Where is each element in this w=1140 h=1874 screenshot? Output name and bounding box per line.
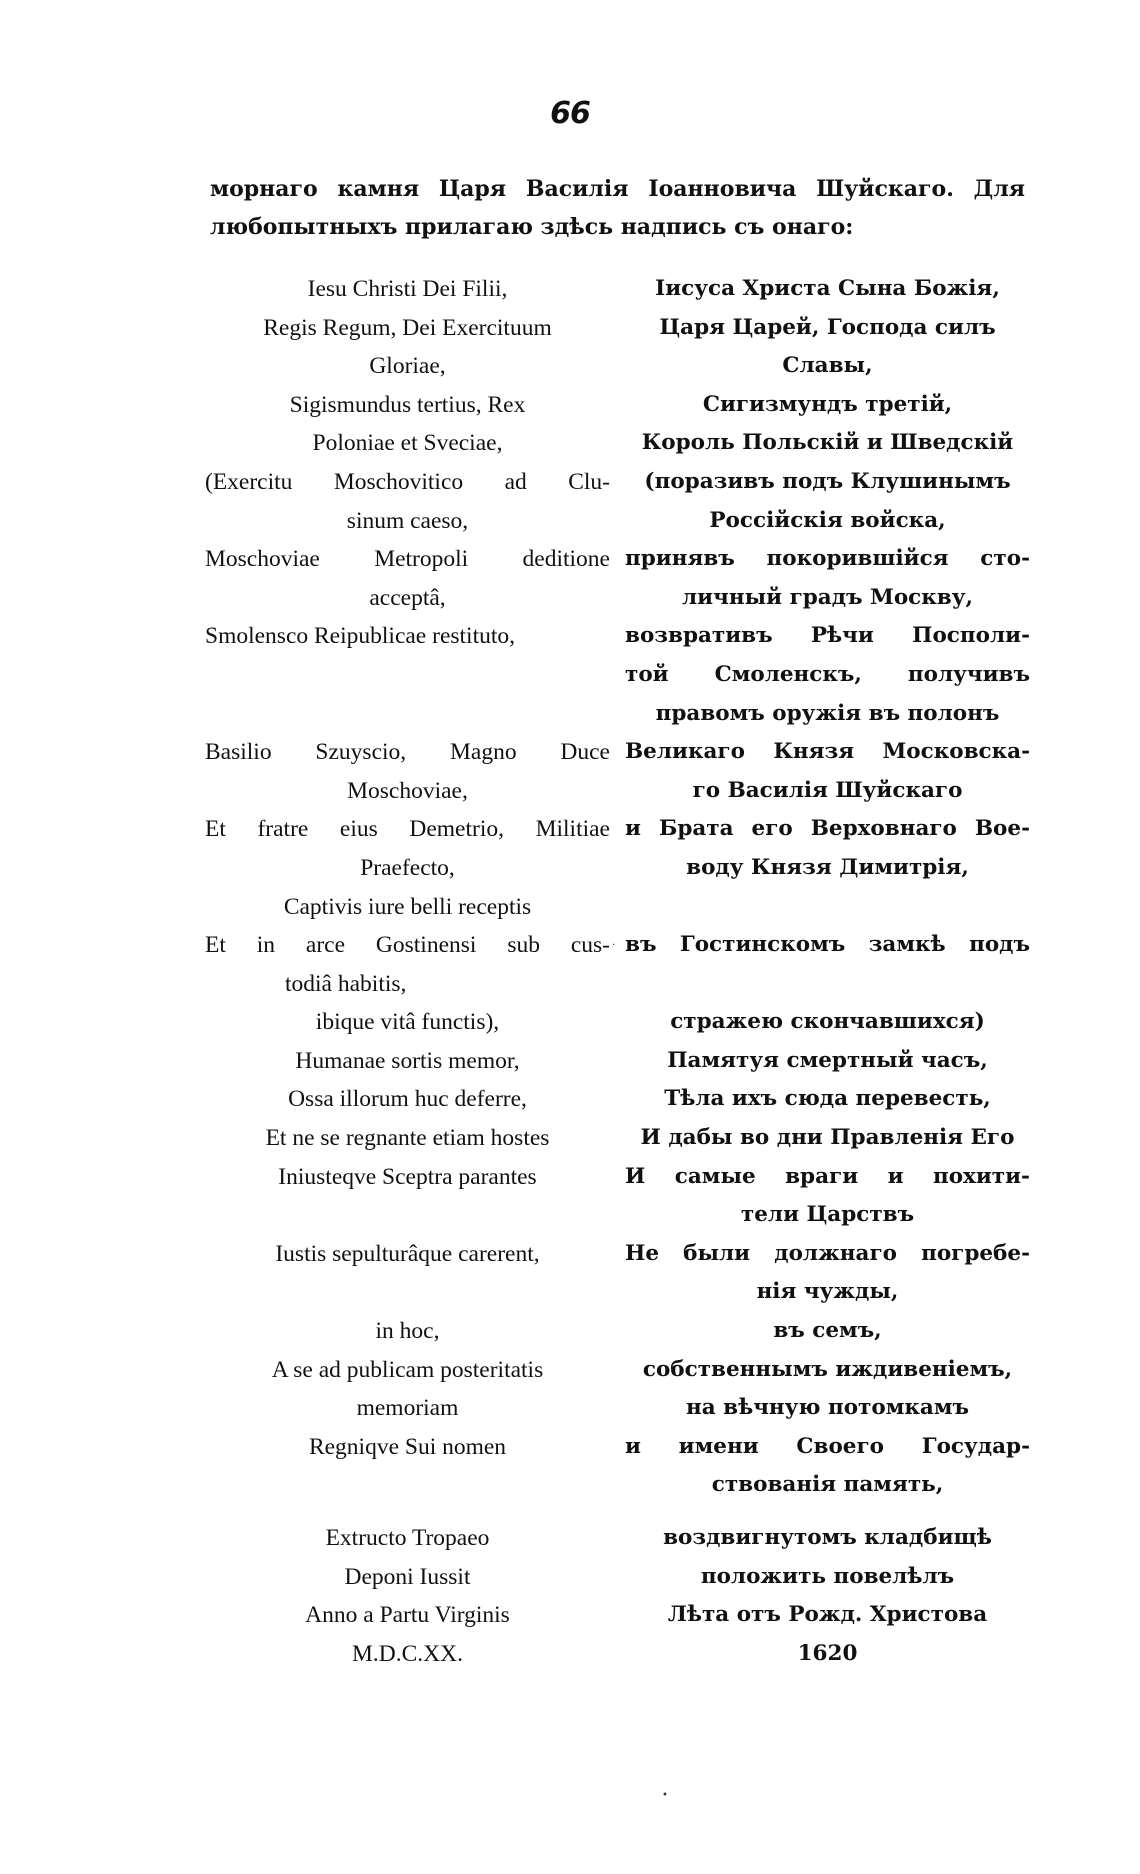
latin-line: M.D.C.XX. [352, 1640, 463, 1667]
latin-line: Gloriae, [369, 353, 446, 380]
latin-text [205, 1596, 610, 1635]
inscription-row [205, 1003, 1035, 1042]
latin-text [205, 1158, 610, 1197]
russian-line: Царя Царей, Господа силъ [659, 314, 996, 340]
latin-line: Poloniae et Sveciae, [312, 430, 503, 457]
russian-line: Тѣла ихъ сюда перевесть, [664, 1086, 991, 1112]
russian-text [625, 309, 1030, 348]
russian-line: воздвигнутомъ кладбищѣ [663, 1525, 992, 1550]
russian-line: въ Гостинскомъ замкѣ подъ [625, 932, 1030, 958]
latin-text [205, 1119, 610, 1158]
russian-text [625, 1158, 1030, 1235]
inscription-row [205, 540, 1035, 617]
inscription-row [205, 1351, 1035, 1428]
russian-line: Король Польскій и Шведскій [641, 430, 1014, 456]
russian-text [625, 347, 1030, 386]
latin-line: Praefecto, [360, 854, 455, 881]
latin-line: Extructo Tropaeo [325, 1525, 490, 1551]
russian-line: возвративъ Рѣчи Посполи- [625, 623, 1030, 649]
latin-text [205, 1351, 610, 1428]
latin-line: Deponi Iussit [344, 1563, 471, 1590]
inscription-row [205, 1558, 1035, 1597]
latin-text [205, 810, 610, 887]
print-speck: • [662, 1790, 668, 1801]
latin-text [205, 1003, 610, 1042]
russian-text [625, 1003, 1030, 1042]
russian-line: Памятуя смертный часъ, [667, 1047, 988, 1073]
latin-line: Ossa illorum huc deferre, [288, 1086, 527, 1113]
inscription-row [205, 810, 1035, 887]
inscription-row [205, 1519, 1035, 1558]
latin-line: Et fratre eius Demetrio, Militiae [205, 816, 610, 843]
latin-line: (Exercitu Moschovitico ad Clu- [205, 468, 610, 495]
latin-line: Moschoviae, [347, 777, 468, 804]
russian-text [625, 1312, 1030, 1351]
page-number: 66 [550, 96, 590, 131]
latin-text [205, 1519, 610, 1558]
inscription-row [205, 1635, 1035, 1674]
latin-line: in hoc, [375, 1318, 440, 1345]
russian-line: Великаго Князя Московска- [625, 739, 1030, 765]
russian-line: тели Царствъ [740, 1202, 915, 1228]
latin-text [205, 1428, 610, 1467]
latin-line: Smolensco Reipublicae restituto, [205, 623, 516, 650]
russian-line: на вѣчную потомкамъ [685, 1395, 970, 1421]
latin-text [205, 733, 610, 810]
latin-text [205, 926, 610, 1003]
latin-text [205, 1635, 610, 1674]
latin-text [205, 270, 610, 309]
russian-text [625, 617, 1030, 733]
inscription-row [205, 888, 1035, 927]
latin-line: Iniusteqve Sceptra parantes [278, 1163, 537, 1190]
latin-text [205, 617, 610, 656]
russian-line: Лѣта отъ Рожд. Христова [667, 1602, 988, 1628]
latin-line: Captivis iure belli receptis [283, 893, 532, 920]
latin-line: acceptâ, [369, 584, 446, 611]
inscription-row [205, 309, 1035, 348]
russian-line: личный градъ Москву, [682, 584, 973, 610]
russian-line: собственнымъ иждивеніемъ, [642, 1356, 1013, 1382]
russian-line: воду Князя Димитрія, [686, 854, 969, 880]
intro-paragraph [210, 170, 1025, 246]
inscription-row [205, 617, 1035, 733]
latin-line: Iustis sepulturâque carerent, [275, 1240, 540, 1267]
latin-line: Anno a Partu Virginis [305, 1602, 510, 1629]
russian-line: и Брата его Верховнаго Вое- [625, 816, 1030, 842]
latin-line: Et ne se regnante etiam hostes [265, 1125, 550, 1152]
inscription-row [205, 926, 1035, 1003]
russian-text [625, 1428, 1030, 1505]
inscription-row [205, 270, 1035, 309]
inscription-row [205, 1596, 1035, 1635]
inscription-row [205, 386, 1035, 425]
latin-line: Regis Regum, Dei Exercituum [263, 314, 552, 341]
inscription-row [205, 424, 1035, 463]
latin-text [205, 540, 610, 617]
inscription-row [205, 1119, 1035, 1158]
russian-line: Не были должнаго погребе- [625, 1240, 1030, 1266]
bilingual-inscription [205, 270, 1035, 1673]
russian-line: Россійскія войска, [709, 507, 946, 533]
russian-text [625, 733, 1030, 810]
russian-line: И самые враги и похити- [625, 1163, 1030, 1189]
inscription-row [205, 1235, 1035, 1312]
latin-text [205, 1312, 610, 1351]
spacer [205, 1505, 1035, 1519]
russian-line: Сигизмундъ третій, [702, 391, 953, 417]
inscription-row [205, 1042, 1035, 1081]
russian-text [625, 1235, 1030, 1312]
russian-line: той Смоленскъ, получивъ [625, 661, 1030, 687]
latin-line: sinum caeso, [346, 507, 469, 534]
russian-text [625, 1635, 1030, 1674]
russian-line: стражею скончавшихся) [670, 1009, 985, 1035]
russian-text [625, 270, 1030, 309]
latin-line: Moschoviae Metropoli deditione [205, 546, 610, 573]
latin-text [205, 424, 610, 463]
russian-line: и имени Своего Государ- [625, 1433, 1030, 1459]
russian-line: И дабы во дни Правленія Его [640, 1125, 1015, 1151]
latin-text [205, 888, 610, 927]
latin-line: Sigismundus tertius, Rex [289, 391, 526, 418]
latin-text [205, 1080, 610, 1119]
latin-line: ibique vitâ functis), [315, 1009, 500, 1036]
russian-line: ствованія память, [711, 1472, 944, 1498]
russian-text [625, 1596, 1030, 1635]
russian-text [625, 424, 1030, 463]
russian-line: нія чужды, [756, 1279, 899, 1305]
russian-line: (поразивъ подъ Клушинымъ [644, 468, 1011, 494]
latin-text [205, 347, 610, 386]
latin-line: memoriam [356, 1395, 459, 1422]
latin-text [205, 1558, 610, 1597]
latin-line: Iesu Christi Dei Filii, [307, 276, 508, 302]
latin-line: todiâ habitis, [285, 970, 407, 997]
inscription-row [205, 1428, 1035, 1505]
intro-line: любопытныхъ прилагаю здѣсь надпись съ онаго: [210, 214, 854, 240]
russian-text [625, 810, 1030, 887]
russian-line: 1620 [797, 1640, 858, 1666]
inscription-row [205, 1080, 1035, 1119]
latin-line: Regniqve Sui nomen [308, 1433, 507, 1460]
russian-text [625, 386, 1030, 425]
russian-line: Славы, [782, 353, 873, 379]
russian-line: принявъ покорившійся сто- [625, 546, 1030, 572]
inscription-row [205, 733, 1035, 810]
latin-line: Humanae sortis memor, [295, 1047, 520, 1074]
latin-line: Et in arce Gostinensi sub cus- [205, 932, 610, 959]
russian-text [625, 926, 1030, 965]
latin-text [205, 463, 610, 540]
russian-line: го Василія Шуйскаго [692, 777, 963, 803]
print-speck: · [612, 940, 616, 951]
russian-text [625, 1351, 1030, 1428]
latin-text [205, 1042, 610, 1081]
russian-text [625, 1042, 1030, 1081]
latin-text [205, 1235, 610, 1274]
russian-text [625, 1558, 1030, 1597]
latin-text [205, 309, 610, 348]
russian-line: въ семъ, [773, 1318, 882, 1344]
inscription-row [205, 1158, 1035, 1235]
russian-text [625, 1119, 1030, 1158]
russian-text [625, 463, 1030, 540]
inscription-row [205, 463, 1035, 540]
latin-line: A se ad publicam posteritatis [271, 1356, 544, 1383]
latin-line: Basilio Szuyscio, Magno Duce [205, 739, 610, 766]
russian-text [625, 1080, 1030, 1119]
intro-line: морнаго камня Царя Василія Іоанновича Шуйскаго. Для [210, 176, 1025, 202]
inscription-row [205, 1312, 1035, 1351]
russian-line: правомъ оружія въ полонъ [655, 700, 1000, 726]
russian-text [625, 540, 1030, 617]
latin-text [205, 386, 610, 425]
russian-line: положить повелѣлъ [700, 1563, 955, 1589]
russian-line: Іисуса Христа Сына Божія, [655, 276, 1000, 301]
inscription-row [205, 347, 1035, 386]
russian-text [625, 1519, 1030, 1558]
